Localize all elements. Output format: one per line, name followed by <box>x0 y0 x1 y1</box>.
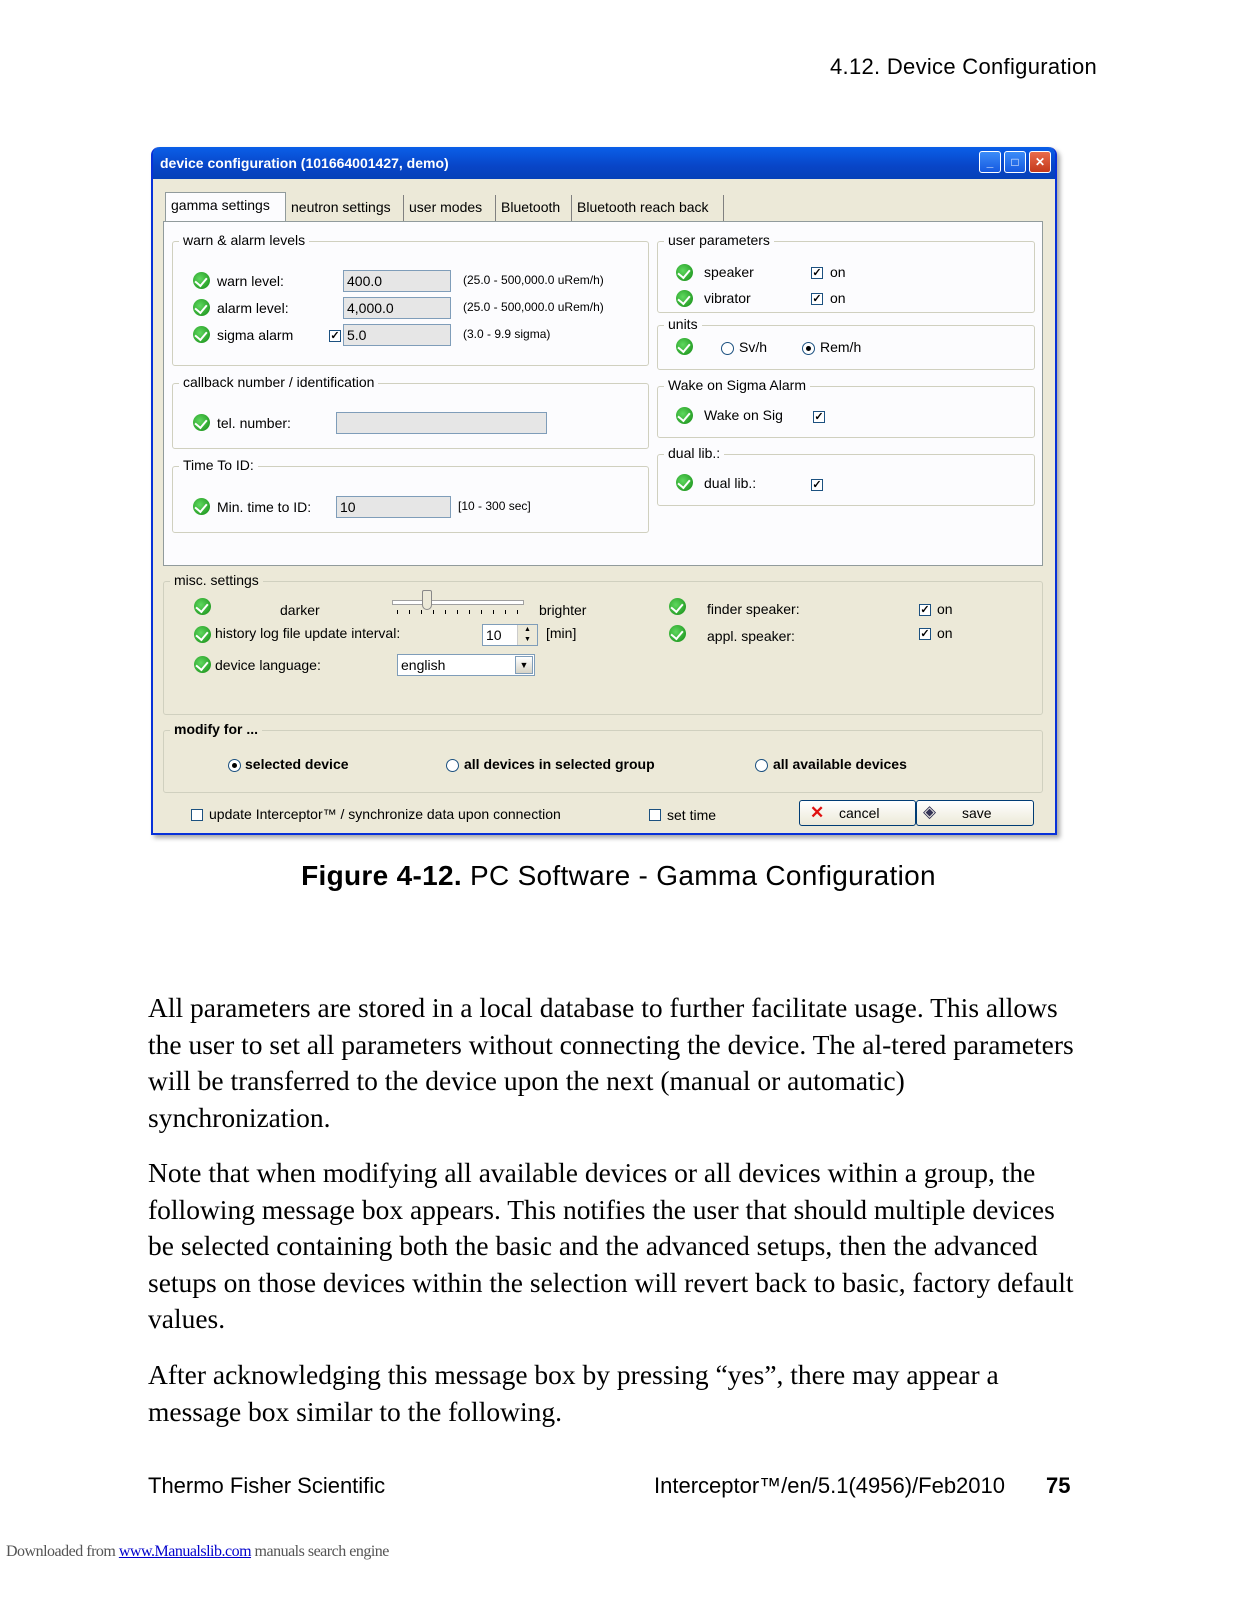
cancel-icon: ✕ <box>810 803 825 822</box>
status-ok-icon <box>194 598 211 615</box>
status-ok-icon <box>193 498 210 515</box>
sigma-alarm-label: sigma alarm <box>217 327 294 343</box>
selected-device-radio[interactable] <box>228 759 241 772</box>
misc-settings-title: misc. settings <box>170 572 263 588</box>
status-ok-icon <box>676 407 693 424</box>
paragraph-1: All parameters are stored in a local database to further facilitate usage. This allows the user to set all parameters without connecting the device. The al-tered parameters will be transferred to the device upon the next (manual or automatic) synchronization. <box>148 992 1074 1133</box>
status-ok-icon <box>193 299 210 316</box>
cancel-button[interactable] <box>799 800 916 826</box>
all-devices-group-label: all devices in selected group <box>464 756 655 772</box>
appl-speaker-on: on <box>937 625 953 641</box>
save-label: save <box>962 805 992 821</box>
units-title: units <box>664 316 702 332</box>
status-ok-icon <box>676 290 693 307</box>
update-interceptor-label: update Interceptor™ / synchronize data upon connection <box>209 806 561 822</box>
warn-alarm-title: warn & alarm levels <box>179 232 309 248</box>
brightness-slider-track[interactable] <box>392 600 524 605</box>
history-interval-label: history log file update interval: <box>215 625 401 641</box>
callback-group <box>172 374 649 449</box>
sigma-alarm-input[interactable]: 5.0 <box>343 324 451 346</box>
download-prefix: Downloaded from <box>6 1543 119 1560</box>
history-interval-input[interactable]: 10 <box>482 624 538 646</box>
sigma-alarm-checkbox[interactable] <box>329 330 341 342</box>
speaker-checkbox[interactable] <box>811 267 823 279</box>
selected-device-label: selected device <box>245 756 349 772</box>
tab-bluetooth[interactable]: Bluetooth <box>496 195 572 221</box>
slider-tick <box>517 610 518 614</box>
all-available-devices-label: all available devices <box>773 756 907 772</box>
slider-tick <box>409 610 410 614</box>
warn-level-range: (25.0 - 500,000.0 uRem/h) <box>463 273 604 287</box>
history-interval-unit: [min] <box>546 625 577 641</box>
slider-tick <box>397 610 398 614</box>
vibrator-on-label: on <box>830 290 846 306</box>
history-interval-spinner[interactable]: ▲ ▼ <box>517 625 537 645</box>
all-devices-group-radio[interactable] <box>446 759 459 772</box>
dual-lib-group <box>657 445 1035 506</box>
tab-gamma-settings[interactable]: gamma settings <box>165 192 286 221</box>
remh-label: Rem/h <box>820 339 862 355</box>
status-ok-icon <box>193 414 210 431</box>
sigma-alarm-range: (3.0 - 9.9 sigma) <box>463 327 551 341</box>
user-parameters-group <box>657 232 1035 313</box>
update-interceptor-checkbox[interactable] <box>191 809 203 821</box>
user-parameters-title: user parameters <box>664 232 774 248</box>
tab-bluetooth-reach-back[interactable]: Bluetooth reach back <box>572 195 724 221</box>
tel-number-input[interactable] <box>336 412 547 434</box>
manualslib-link[interactable]: www.Manualslib.com <box>118 1543 252 1560</box>
darker-label: darker <box>280 602 320 618</box>
cancel-label: cancel <box>839 805 880 821</box>
maximize-button[interactable]: □ <box>1004 151 1026 173</box>
paragraph-2: Note that when modifying all available devices or all devices within a group, the following message box appears. This notifies the user that should multiple devices be selected containing both the basic and the advanced setups, then the advanced setups on those devices within the selection will revert back to basic, factory default values. <box>148 1157 1074 1334</box>
chevron-down-icon[interactable]: ▼ <box>515 656 533 674</box>
speaker-label: speaker <box>704 264 754 280</box>
window-title: device configuration (101664001427, demo) <box>160 155 449 171</box>
wake-on-sig-label: Wake on Sig <box>704 407 783 423</box>
slider-tick <box>481 610 482 614</box>
dual-lib-checkbox[interactable] <box>811 479 823 491</box>
device-language-label: device language: <box>215 657 321 673</box>
vibrator-checkbox[interactable] <box>811 293 823 305</box>
alarm-level-label: alarm level: <box>217 300 289 316</box>
page-number: 75 <box>1046 1473 1071 1498</box>
status-ok-icon <box>676 338 693 355</box>
warn-level-label: warn level: <box>217 273 284 289</box>
tab-user-modes[interactable]: user modes <box>404 195 496 221</box>
remh-radio[interactable] <box>802 342 815 355</box>
close-button[interactable]: ✕ <box>1029 151 1051 173</box>
alarm-level-range: (25.0 - 500,000.0 uRem/h) <box>463 300 604 314</box>
all-available-devices-radio[interactable] <box>755 759 768 772</box>
device-configuration-window <box>151 147 1057 835</box>
min-time-input[interactable]: 10 <box>336 496 451 518</box>
status-ok-icon <box>676 264 693 281</box>
slider-tick <box>469 610 470 614</box>
modify-for-title: modify for ... <box>170 721 262 737</box>
finder-speaker-label: finder speaker: <box>707 601 800 617</box>
slider-tick <box>421 610 422 614</box>
tel-number-label: tel. number: <box>217 415 291 431</box>
time-to-id-title: Time To ID: <box>179 457 258 473</box>
warn-level-input[interactable]: 400.0 <box>343 270 451 292</box>
dual-lib-title: dual lib.: <box>664 445 724 461</box>
speaker-on-label: on <box>830 264 846 280</box>
time-to-id-group <box>172 457 649 533</box>
status-ok-icon <box>193 326 210 343</box>
appl-speaker-checkbox[interactable] <box>919 628 931 640</box>
brighter-label: brighter <box>539 602 587 618</box>
min-time-range: [10 - 300 sec] <box>458 499 531 513</box>
figure-title: PC Software - Gamma Configuration <box>470 860 936 891</box>
figure-number: Figure 4-12. <box>301 860 462 891</box>
callback-title: callback number / identification <box>179 374 378 390</box>
status-ok-icon <box>194 626 211 643</box>
status-ok-icon <box>193 272 210 289</box>
footer-company: Thermo Fisher Scientific <box>148 1473 386 1498</box>
slider-tick <box>445 610 446 614</box>
status-ok-icon <box>676 474 693 491</box>
status-ok-icon <box>669 598 686 615</box>
svh-label: Sv/h <box>739 339 768 355</box>
status-ok-icon <box>194 656 211 673</box>
brightness-slider-thumb[interactable] <box>422 590 432 610</box>
minimize-button[interactable]: _ <box>979 151 1001 173</box>
slider-tick <box>493 610 494 614</box>
slider-tick <box>505 610 506 614</box>
status-ok-icon <box>669 625 686 642</box>
set-time-label: set time <box>667 807 717 823</box>
wake-on-sigma-title: Wake on Sigma Alarm <box>664 377 810 393</box>
figure-caption <box>0 860 1237 892</box>
misc-settings-group <box>163 572 1043 715</box>
finder-speaker-checkbox[interactable] <box>919 604 931 616</box>
appl-speaker-label: appl. speaker: <box>707 628 795 644</box>
device-language-select[interactable]: english <box>397 654 535 676</box>
page-header-section: 4.12. Device Configuration <box>830 54 1098 79</box>
footer-doc-id: Interceptor™/en/5.1(4956)/Feb2010 <box>654 1473 1006 1498</box>
units-group <box>657 316 1035 370</box>
vibrator-label: vibrator <box>704 290 751 306</box>
alarm-level-input[interactable]: 4,000.0 <box>343 297 451 319</box>
tab-neutron-settings[interactable]: neutron settings <box>286 195 404 221</box>
save-button[interactable] <box>916 800 1034 826</box>
download-notice <box>6 1543 389 1561</box>
title-bar <box>153 147 1055 179</box>
save-icon: ◈ <box>923 802 937 821</box>
modify-for-group <box>163 721 1043 793</box>
wake-on-sig-checkbox[interactable] <box>813 411 825 423</box>
wake-on-sigma-group <box>657 377 1035 438</box>
finder-speaker-on: on <box>937 601 953 617</box>
slider-tick <box>457 610 458 614</box>
gamma-settings-panel <box>163 221 1043 566</box>
warn-alarm-group <box>172 232 649 366</box>
min-time-label: Min. time to ID: <box>217 499 312 515</box>
download-suffix: manuals search engine <box>251 1543 389 1560</box>
set-time-checkbox[interactable] <box>649 809 661 821</box>
svh-radio[interactable] <box>721 342 734 355</box>
slider-tick <box>433 610 434 614</box>
dual-lib-label: dual lib.: <box>704 475 757 491</box>
paragraph-3: After acknowledging this message box by pressing “yes”, there may appear a message box similar to the following. <box>148 1359 999 1427</box>
